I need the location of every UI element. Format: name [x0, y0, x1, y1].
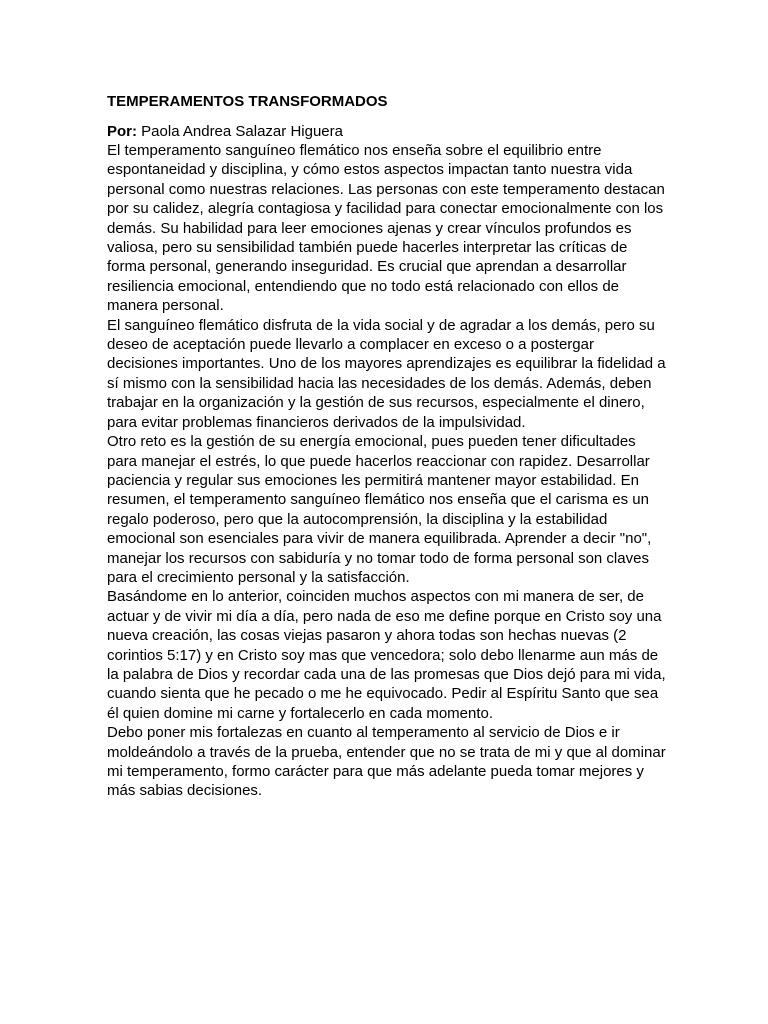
- paragraph: Basándome en lo anterior, coinciden muchos aspectos con mi manera de ser, de actuar y de vivir mi día a día, pero nada de eso me define porque en Cristo soy una nueva creación, las cosas viejas pasaron y ahora todas son hechas nuevas (2 corintios 5:17) y en Cristo soy mas que vencedora; solo debo llenarme aun más de la palabra de Dios y recordar cada una de las promesas que Dios dejó para mi vida, cuando sienta que he pecado o me he equivocado. Pedir al Espíritu Santo que sea él quien domine mi carne y fortalecerlo en cada momento.: [107, 588, 666, 722]
- author-name: Paola Andrea Salazar Higuera: [141, 123, 343, 140]
- document-title: TEMPERAMENTOS TRANSFORMADOS: [107, 93, 388, 110]
- paragraph: El temperamento sanguíneo flemático nos enseña sobre el equilibrio entre espontaneidad y disciplina, y cómo estos aspectos impactan tanto nuestra vida personal como nuestras relaciones. Las personas con este temperamento destacan por su calidez, alegría contagiosa y facilidad para conectar emocionalmente con los demás. Su habilidad para leer emociones ajenas y crear vínculos profundos es valiosa, pero su sensibilidad también puede hacerles interpretar las críticas de forma personal, generando inseguridad. Es crucial que aprendan a desarrollar resiliencia emocional, entendiendo que no todo está relacionado con ellos de manera personal.: [107, 142, 665, 315]
- paragraph: El sanguíneo flemático disfruta de la vida social y de agradar a los demás, pero su deseo de aceptación puede llevarlo a complacer en exceso o a postergar decisiones importantes. Uno de los mayores aprendizajes es equilibrar la fidelidad a sí mismo con la sensibilidad hacia las necesidades de los demás. Además, deben trabajar en la organización y la gestión de sus recursos, especialmente el dinero, para evitar problemas financieros derivados de la impulsividad.: [107, 316, 666, 431]
- byline-label: Por:: [107, 123, 137, 140]
- author-byline: [107, 122, 667, 141]
- document-body: [107, 92, 667, 801]
- paragraph: Debo poner mis fortalezas en cuanto al temperamento al servicio de Dios e ir moldeándolo a través de la prueba, entender que no se trata de mi y que al dominar mi temperamento, formo carácter para que más adelante pueda tomar mejores y más sabias decisiones.: [107, 724, 666, 800]
- paragraph: Otro reto es la gestión de su energía emocional, pues pueden tener dificultades para manejar el estrés, lo que puede hacerlos reaccionar con rapidez. Desarrollar paciencia y regular sus emociones les permitirá mantener mayor estabilidad. En resumen, el temperamento sanguíneo flemático nos enseña que el carisma es un regalo poderoso, pero que la autocomprensión, la disciplina y la estabilidad emocional son esenciales para vivir de manera equilibrada. Aprender a decir "no", manejar los recursos con sabiduría y no tomar todo de forma personal son claves para el crecimiento personal y la satisfacción.: [107, 433, 652, 586]
